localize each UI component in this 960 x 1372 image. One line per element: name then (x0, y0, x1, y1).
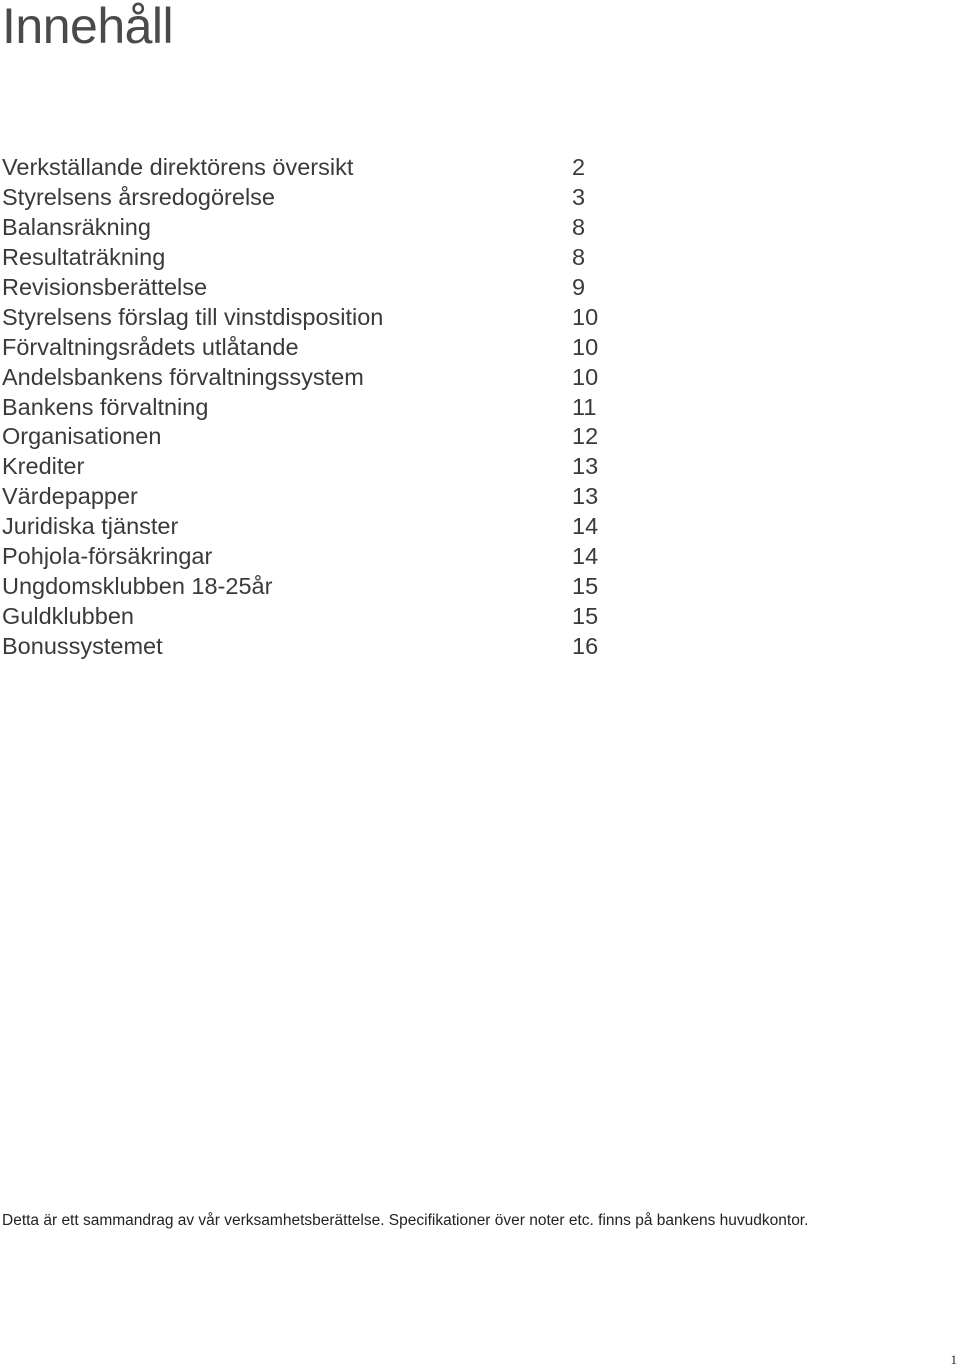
toc-entry-page: 2 (572, 154, 586, 181)
toc-entry-label: Styrelsens förslag till vinstdisposition (2, 303, 384, 330)
toc-entry-page: 10 (572, 303, 599, 330)
toc-entry-label: Styrelsens årsredogörelse (2, 184, 275, 211)
toc-entry-label: Bankens förvaltning (2, 393, 209, 420)
toc-entry-label: Krediter (2, 453, 85, 480)
toc-entry-label: Verkställande direktörens översikt (2, 154, 354, 181)
toc-entry-page: 15 (572, 572, 599, 599)
toc-entry-page: 8 (572, 244, 586, 271)
page-title: Innehåll (2, 0, 174, 54)
toc-entry-label: Revisionsberättelse (2, 274, 208, 300)
toc-entry (2, 243, 622, 273)
toc-entry-page: 14 (572, 513, 599, 540)
toc-entry (2, 332, 622, 362)
toc-entry-page: 14 (572, 543, 599, 570)
toc-entry-label: Bonussystemet (2, 632, 163, 659)
toc-entry (2, 512, 622, 542)
toc-entry (2, 273, 622, 303)
toc-entry-page: 15 (572, 602, 599, 629)
toc-entry-page: 3 (572, 184, 586, 211)
toc-entry-page: 9 (572, 274, 586, 300)
toc-entry-page: 16 (572, 632, 599, 659)
toc-entry (2, 362, 622, 392)
toc-entry-label: Pohjola-försäkringar (2, 543, 213, 570)
toc-entry (2, 153, 622, 183)
toc-entry-page: 10 (572, 333, 599, 360)
toc-entry-label: Organisationen (2, 423, 162, 450)
toc-entry-page: 13 (572, 453, 599, 480)
toc-entry-page: 13 (572, 483, 599, 510)
toc-entry-label: Ungdomsklubben 18-25år (2, 572, 273, 599)
toc-entry-page: 8 (572, 214, 586, 241)
toc-entry (2, 183, 622, 213)
toc-entry-label: Balansräkning (2, 214, 151, 241)
toc-entry (2, 213, 622, 243)
toc-entry-label: Andelsbankens förvaltningssystem (2, 363, 364, 390)
table-of-contents (2, 153, 622, 661)
toc-entry (2, 542, 622, 572)
toc-entry (2, 482, 622, 512)
toc-entry-page: 10 (572, 363, 599, 390)
page-number: 1 (950, 1352, 957, 1367)
toc-entry (2, 392, 622, 422)
toc-entry-label: Förvaltningsrådets utlåtande (2, 333, 299, 360)
toc-entry (2, 571, 622, 601)
toc-entry (2, 601, 622, 631)
toc-entry (2, 452, 622, 482)
toc-entry-page: 11 (572, 393, 597, 420)
footer-note: Detta är ett sammandrag av vår verksamhetsberättelse. Specifikationer över noter etc. finns på bankens huvudkontor. (2, 1212, 809, 1229)
toc-entry-label: Juridiska tjänster (2, 513, 179, 540)
toc-entry-page: 12 (572, 423, 599, 450)
toc-entry (2, 422, 622, 452)
toc-entry-label: Resultaträkning (2, 244, 166, 271)
toc-entry (2, 302, 622, 332)
toc-entry (2, 631, 622, 661)
toc-entry-label: Guldklubben (2, 602, 134, 629)
toc-entry-label: Värdepapper (2, 483, 138, 510)
